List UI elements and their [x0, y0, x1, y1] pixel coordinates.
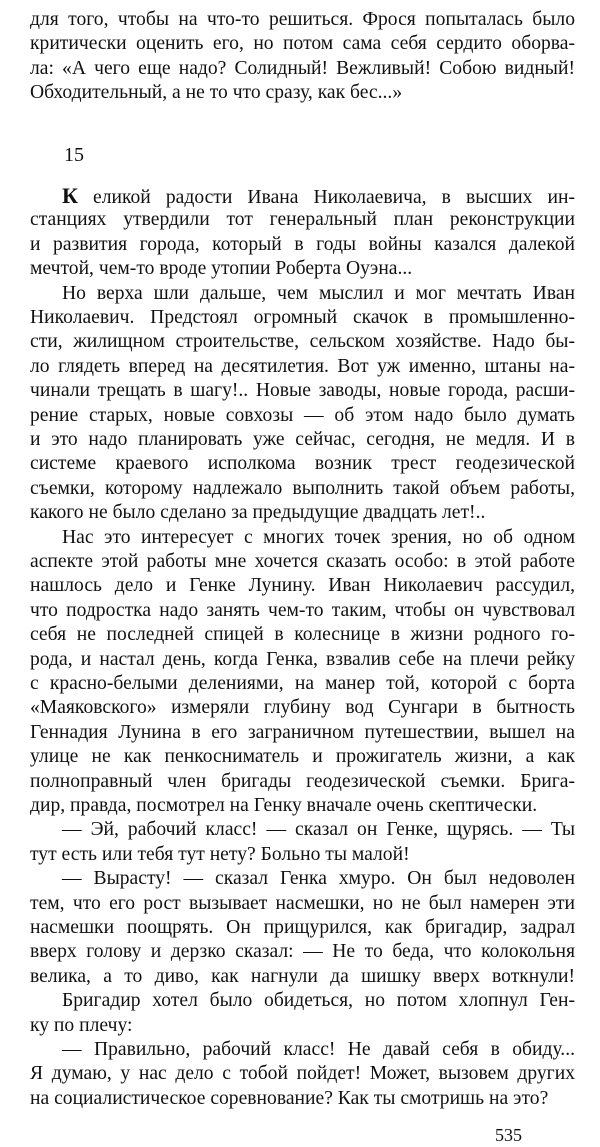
text-line: тем, что его рост вызывает насмешки, но не был намерен эти — [30, 892, 575, 914]
text-line: сти, жилищном строительстве, сельском хозяйстве. Надо бы- — [30, 331, 575, 353]
text-line: критически оценить его, но потом сама себя сердито оборва- — [30, 33, 575, 55]
text-line: дир, правда, посмотрел на Генку вначале очень скептически. — [30, 795, 538, 816]
text-line: станциях утвердили тот генеральный план реконструкции — [30, 209, 575, 231]
text-line-dropcap — [62, 184, 575, 208]
text-line: и это надо планировать уже сейчас, сегодня, не медля. И в — [30, 429, 575, 450]
text-line: еликой радости Ивана Николаевича, в высших ин- — [93, 187, 575, 208]
drop-cap: К — [62, 183, 78, 208]
section-number: 15 — [64, 144, 84, 166]
text-line: для того, чтобы на что-то решиться. Фрося попыталась было — [30, 9, 575, 30]
text-line: и развития города, который в годы войны казался далекой — [30, 233, 575, 255]
text-line: рение старых, новые совхозы — об этом надо было думать — [30, 404, 575, 426]
text-line: себя не последней спицей в колеснице в жизни родного го- — [30, 624, 575, 646]
page-number: 535 — [495, 1125, 522, 1146]
text-line: на социалистическое соревнование? Как ты смотришь на это? — [30, 1087, 549, 1109]
text-line: тут есть или тебя тут нету? Больно ты малой! — [30, 843, 410, 865]
text-line: что подростка надо занять чем-то таким, чтобы он чувствовал — [30, 599, 575, 621]
text-line: чинали трещать в шагу!.. Новые заводы, новые города, расши- — [30, 380, 575, 402]
text-line: Бригадир хотел было обидеться, но потом хлопнул Ген- — [62, 990, 575, 1012]
text-line: мечтой, чем-то вроде утопии Роберта Оуэна... — [30, 258, 413, 280]
text-line: улице не как пенкосниматель и прожигатель жизни, а как — [30, 746, 575, 768]
text-line: Но верха шли дальше, чем мыслил и мог мечтать Иван — [62, 282, 575, 304]
text-line: вверх голову и дерзко сказал: — Не то беда, что колокольня — [30, 941, 575, 963]
text-line: Я думаю, у нас дело с тобой пойдет! Может, вызовем других — [30, 1063, 575, 1085]
text-line: системе краевого исполкома возник трест геодезической — [30, 453, 575, 475]
text-line: ла: «А чего еще надо? Солидный! Вежливый! Собою видный! — [30, 57, 575, 79]
text-line: — Эй, рабочий класс! — сказал он Генке, щурясь. — Ты — [62, 819, 575, 841]
text-line: Обходительный, а не то что сразу, как бес...» — [30, 82, 403, 104]
text-line: насмешки поощрять. Он прищурился, как бригадир, задрал — [30, 917, 575, 938]
text-line: ло глядеть вперед на десятилетия. Вот уж именно, штаны на- — [30, 355, 575, 377]
text-line: Нас это интересует с многих точек зрения, но об одном — [62, 526, 575, 548]
text-line: полноправный член бригады геодезической съемки. Брига- — [30, 770, 575, 792]
text-line: рода, и настал день, когда Генка, взвалив себе на плечи рейку — [30, 648, 575, 670]
text-line: — Правильно, рабочий класс! Не давай себя в обиду... — [62, 1039, 575, 1060]
text-line: съемки, которому надлежало выполнить такой объем работы, — [30, 477, 575, 499]
text-line: Николаевич. Предстоял огромный скачок в промышленно- — [30, 307, 575, 328]
text-line: «Маяковского» измеряли глубину вод Сунгари в бытность — [30, 697, 575, 719]
text-line: — Вырасту! — сказал Генка хмуро. Он был недоволен — [62, 868, 575, 890]
text-line: какого не было сделано за предыдущие двадцать лет!.. — [30, 502, 486, 524]
text-line: Геннадия Лунина в его заграничном путешествии, вышел на — [30, 721, 575, 743]
text-line: аспекте этой работы мне хочется сказать особо: в этой работе — [30, 551, 575, 572]
text-line: ку по плечу: — [30, 1014, 133, 1036]
text-line: нашлось дело и Генке Лунину. Иван Николаевич рассудил, — [30, 575, 575, 597]
text-line: велика, а то диво, как нагнули да шишку вверх воткнули! — [30, 965, 575, 987]
text-line: с красно-белыми делениями, на манер той, которой с борта — [30, 673, 575, 694]
